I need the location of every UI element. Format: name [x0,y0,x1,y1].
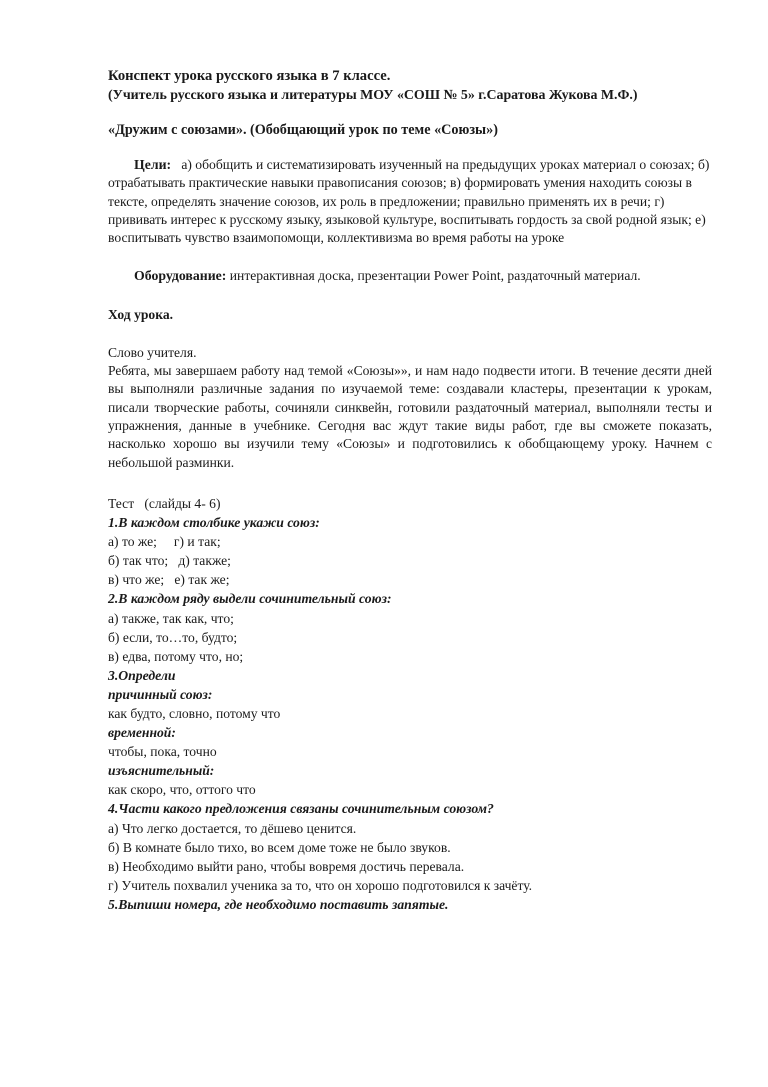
teacher-word-heading: Слово учителя. [108,344,197,360]
spacer [108,324,712,344]
spacer [108,472,712,494]
conjunction-type-label: изъяснительный: [108,763,215,779]
question-prompt: 2.В каждом ряду выдели сочинительный союз: [108,591,392,607]
conjunction-type-label: временной: [108,725,176,741]
conjunction-type-examples: как будто, словно, потому что [108,706,281,721]
equipment-text: интерактивная доска, презентации Power Point, раздаточный материал. [229,268,641,284]
answer-option: г) Учитель похвалил ученика за то, что он хорошо подготовился к зачёту. [108,877,533,893]
equipment-label: Оборудование: [134,268,227,284]
test-section [108,494,712,914]
lesson-theme: «Дружим с союзами». (Обобщающий урок по теме «Союзы») [108,122,498,138]
test-question-2 [108,589,712,665]
test-question-5 [108,895,712,914]
test-question-1 [108,513,712,589]
answer-option: в) едва, потому что, но; [108,648,244,664]
goals-label: Цели: [134,157,172,172]
lesson-flow-heading: Ход урока. [108,306,174,322]
answer-option: б) так что; д) также; [108,553,231,569]
question-prompt: 5.Выпиши номера, где необходимо поставить запятые. [108,896,449,912]
answer-option: в) Необходимо выйти рано, чтобы вовремя достичь перевала. [108,858,465,874]
teacher-speech-paragraph: Ребята, мы завершаем работу над темой «Союзы»», и нам надо подвести итоги. В течение десяти дней вы выполняли различные задания по изучаемой теме: создавали кластеры, презентации к урокам, писали творческие работы, сочиняли синквейн, готовили раздаточный материал, выполняли тесты и упражнения, данные в учебнике. Сегодня вас ждут такие виды работ, где вы сможете показать, насколько хорошо вы изучили тему «Союзы» и подготовились к обобщающему уроку. Начнем с небольшой разминки. [108,363,712,470]
conjunction-type-label: причинный союз: [108,686,213,702]
question-prompt: 3.Определи [108,667,176,683]
spacer [108,286,712,306]
spacer [108,140,712,156]
question-prompt: 4.Части какого предложения связаны сочинительным союзом? [108,801,494,817]
spacer [108,105,712,121]
answer-option: в) что же; е) так же; [108,572,230,588]
conjunction-type-examples: чтобы, пока, точно [108,744,217,760]
document-body [108,66,712,914]
answer-option: а) то же; г) и так; [108,534,221,550]
answer-option: а) Что легко достается, то дёшево ценится. [108,820,357,836]
question-prompt: 1.В каждом столбике укажи союз: [108,515,320,531]
page-title: Конспект урока русского языка в 7 классе. [108,68,391,84]
spacer [108,247,712,267]
author-line: (Учитель русского языка и литературы МОУ «СОШ № 5» г.Саратова Жукова М.Ф.) [108,88,638,103]
test-heading: Тест (слайды 4- 6) [108,495,221,511]
equipment-paragraph [108,267,712,285]
answer-option: б) если, то…то, будто; [108,629,238,645]
goals-paragraph [108,156,712,247]
test-question-4 [108,799,712,894]
test-question-3 [108,666,712,800]
conjunction-type-examples: как скоро, что, оттого что [108,782,256,798]
answer-option: а) также, так как, что; [108,610,234,626]
goals-spacer [171,157,181,172]
goals-text: а) обобщить и систематизировать изученный на предыдущих уроках материал о союзах; б) отрабатывать практические навыки правописания союзов; в) формировать умения находить союзы в тексте, определять значение союзов, их роль в предложении; правильно применять их в речи; г) прививать интерес к русскому языку, языковой культуре, воспитывать гордость за свой родной язык; е) воспитывать чувство взаимопомощи, коллективизма во время работы на уроке [108,157,710,246]
answer-option: б) В комнате было тихо, во всем доме тоже не было звуков. [108,839,451,855]
